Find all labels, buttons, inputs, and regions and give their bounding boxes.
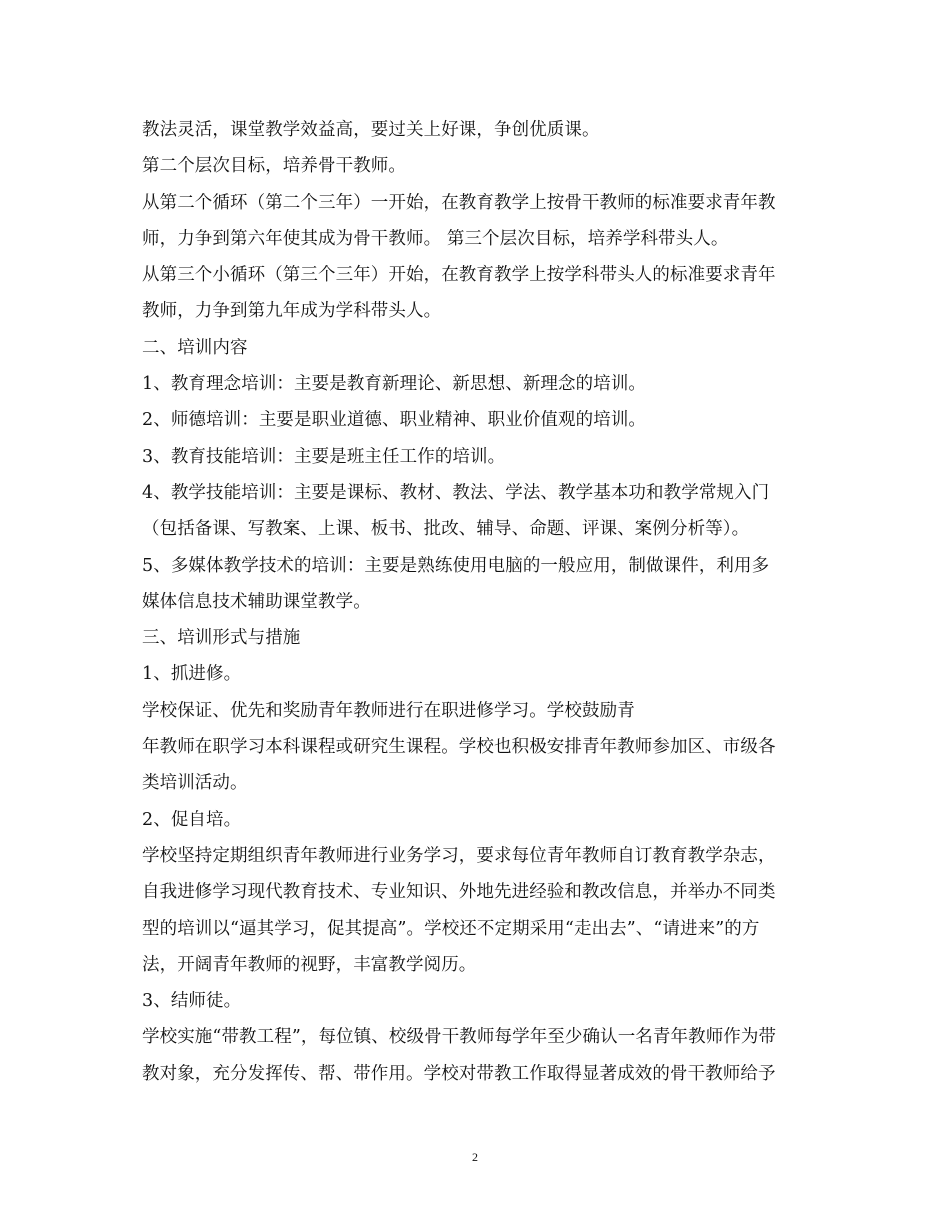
text-line: 法，开阔青年教师的视野，丰富教学阅历。 (142, 954, 477, 975)
text-line: 第二个层次目标，培养骨干教师。 (142, 156, 406, 177)
list-item: 4、教学技能培训：主要是课标、教材、教法、学法、教学基本功和教学常规入门 (142, 482, 770, 503)
list-item: 3、教育技能培训：主要是班主任工作的培训。 (142, 446, 506, 467)
text-line: 从第二个循环（第二个三年）一开始，在教育教学上按骨干教师的标准要求青年教 (142, 192, 776, 213)
text-line: （包括备课、写教案、上课、板书、批改、辅导、命题、评课、案例分析等）。 (142, 519, 750, 540)
text-line: 教师，力争到第九年成为学科带头人。 (142, 301, 442, 322)
text-line: 类培训活动。 (142, 773, 248, 794)
text-line: 年教师在职学习本科课程或研究生课程。学校也积极安排青年教师参加区、市级各 (142, 737, 776, 758)
subsection-heading: 3、结师徒。 (142, 991, 242, 1012)
text-line: 自我进修学习现代教育技术、专业知识、外地先进经验和教改信息，并举办不同类 (142, 882, 776, 903)
list-item: 1、教育理念培训：主要是教育新理论、新思想、新理念的培训。 (142, 374, 647, 395)
list-item: 5、多媒体教学技术的培训：主要是熟练使用电脑的一般应用，制做课件，利用多 (142, 555, 770, 576)
text-line: 学校保证、优先和奖励青年教师进行在职进修学习。学校鼓励青 (142, 700, 635, 721)
text-line: 教法灵活，课堂教学效益高，要过关上好课，争创优质课。 (142, 120, 600, 140)
text-line: 教对象，充分发挥传、帮、带作用。学校对带教工作取得显著成效的骨干教师给予 (142, 1063, 776, 1084)
list-item: 2、师德培训：主要是职业道德、职业精神、职业价值观的培训。 (142, 410, 647, 431)
text-line: 媒体信息技术辅助课堂教学。 (142, 591, 371, 612)
subsection-heading: 1、抓进修。 (142, 664, 242, 685)
text-line: 学校实施“带教工程”，每位镇、校级骨干教师每学年至少确认一名青年教师作为带 (142, 1027, 777, 1048)
text-line: 从第三个小循环（第三个三年）开始，在教育教学上按学科带头人的标准要求青年 (142, 265, 776, 286)
section-heading: 三、培训形式与措施 (142, 628, 301, 649)
section-heading: 二、培训内容 (142, 337, 248, 358)
document-body (142, 112, 812, 1092)
subsection-heading: 2、促自培。 (142, 809, 242, 830)
text-line: 师，力争到第六年使其成为骨干教师。 第三个层次目标，培养学科带头人。 (142, 228, 729, 249)
page-number: 2 (472, 1150, 478, 1164)
text-line: 型的培训以“逼其学习，促其提高”。学校还不定期采用“走出去”、“请进来”的方 (142, 918, 760, 939)
text-line: 学校坚持定期组织青年教师进行业务学习，要求每位青年教师自订教育教学杂志， (142, 845, 776, 866)
